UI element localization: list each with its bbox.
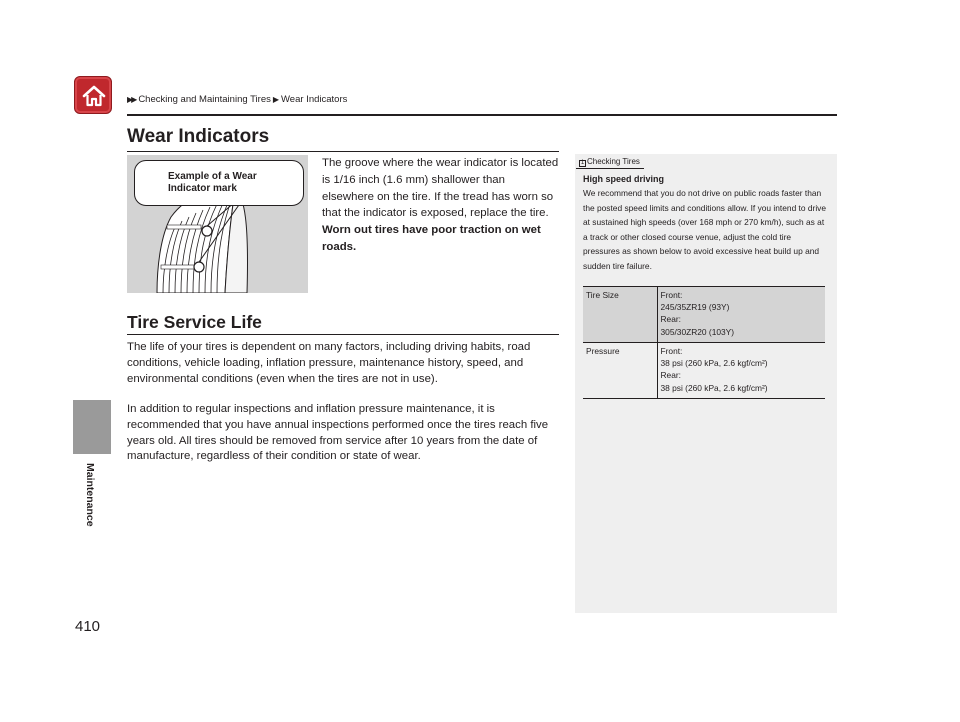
value-line: Front: xyxy=(660,290,683,300)
sidebar-subheading: High speed driving xyxy=(583,174,665,184)
page-number: 410 xyxy=(75,618,101,635)
sidebar-heading-label: Checking Tires xyxy=(587,157,640,166)
value-line: 305/30ZR20 (103Y) xyxy=(660,326,735,337)
sidebar-heading-divider xyxy=(576,168,644,169)
value-line: 38 psi (260 kPa, 2.6 kgf/cm²) xyxy=(660,382,768,393)
section-tab-marker xyxy=(73,400,111,454)
section-divider xyxy=(127,151,559,152)
triangle-right-icon: ▶▶ xyxy=(127,95,136,104)
wear-indicators-warning: Worn out tires have poor traction on wet roads. xyxy=(322,224,541,253)
home-button[interactable] xyxy=(74,76,112,114)
header-divider xyxy=(127,114,837,116)
table-cell-value xyxy=(657,287,825,343)
table-row xyxy=(583,287,825,343)
tire-service-life-paragraph: The life of your tires is dependent on many factors, including driving habits, road conditions, vehicle loading, inflation pressure, maintenance history, speed, and environmental conditions (even when the tires are not in use). xyxy=(127,341,531,385)
tire-service-life-paragraph: In addition to regular inspections and inflation pressure maintenance, it is recommended that you have annual inspections performed once the tires reach five years old. All tires should be removed from service after 10 years from the date of manufacture, regardless of their condition or state of wear. xyxy=(127,403,549,463)
breadcrumb-item-checking-tires[interactable]: Checking and Maintaining Tires xyxy=(138,94,271,105)
wear-indicators-text xyxy=(322,155,560,256)
section-tab-label: Maintenance xyxy=(84,463,96,527)
section-divider xyxy=(127,334,559,335)
value-line: Front: xyxy=(660,346,683,356)
table-cell-value xyxy=(657,343,825,399)
table-row xyxy=(583,343,825,399)
table-cell-label: Tire Size xyxy=(583,287,657,343)
value-line: Rear: xyxy=(660,370,681,381)
section-title-wear-indicators: Wear Indicators xyxy=(127,126,270,147)
home-icon xyxy=(81,83,107,109)
wear-indicators-description: The groove where the wear indicator is located is 1/16 inch (1.6 mm) shallower than elsewhere on the tire. If the tread has worn so that the indicator is exposed, replace the tire. xyxy=(322,157,559,220)
note-reference-icon: 1 xyxy=(580,160,585,166)
triangle-right-icon: ▶ xyxy=(272,95,280,104)
tire-spec-table xyxy=(583,286,825,399)
table-cell-label: Pressure xyxy=(583,343,657,399)
value-line: 245/35ZR19 (93Y) xyxy=(660,302,730,313)
section-title-tire-service-life: Tire Service Life xyxy=(127,312,262,332)
breadcrumb-item-wear-indicators[interactable]: Wear Indicators xyxy=(281,94,348,105)
sidebar-heading[interactable] xyxy=(579,157,640,167)
value-line: 38 psi (260 kPa, 2.6 kgf/cm²) xyxy=(660,358,768,369)
figure-callout-label: Example of a Wear Indicator mark xyxy=(168,171,257,194)
breadcrumb xyxy=(127,94,347,105)
sidebar-body-text: We recommend that you do not drive on public roads faster than the posted speed limits and conditions allow. If you intend to drive at sustained high speeds (over 168 mph or 270 km/h), such as at a track or other closed course venue, adjust the cold tire pressures as shown below to avoid excessive heat build up and sudden tire failure. xyxy=(583,188,827,271)
value-line: Rear: xyxy=(660,314,681,325)
